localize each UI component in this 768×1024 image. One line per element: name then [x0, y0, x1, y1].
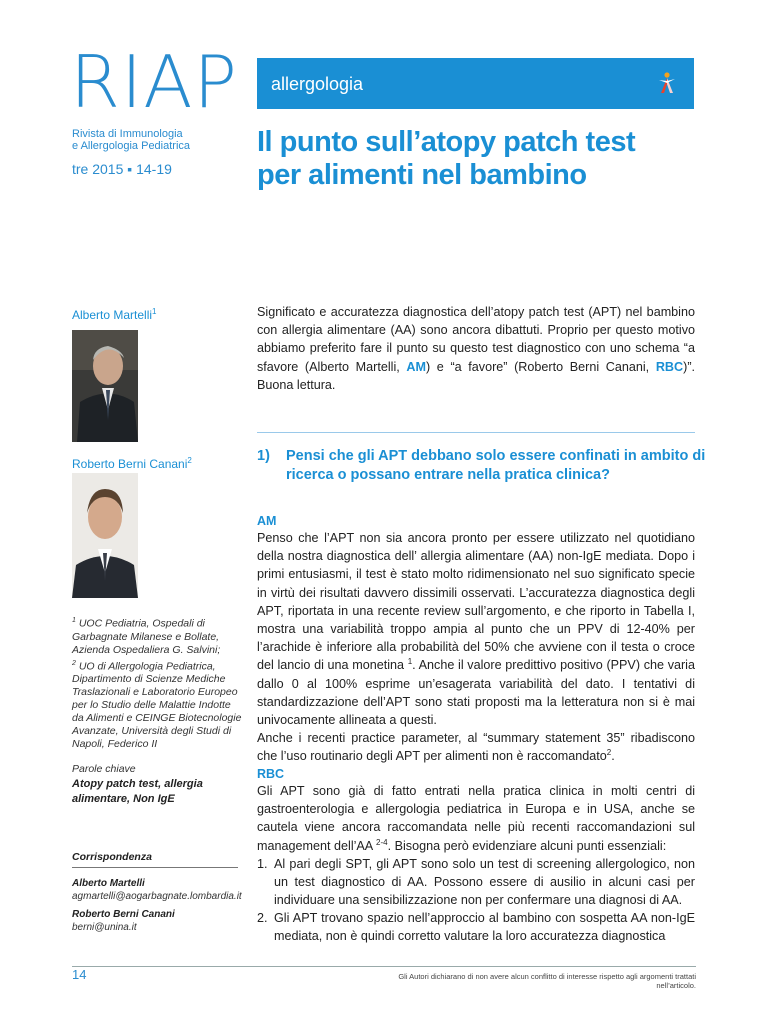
- author-photo: [72, 473, 138, 598]
- conflict-disclaimer: Gli Autori dichiarano di non avere alcun conflitto di interesse rispetto agli argomenti trattati nell’articolo.: [398, 972, 696, 990]
- section-label: allergologia: [271, 74, 364, 94]
- issue-info: tre 2015 ▪ 14-19: [72, 161, 172, 177]
- divider: [257, 432, 695, 433]
- section-banner: [257, 58, 694, 109]
- affiliations: $^1$ UOC Pediatria, Ospedali di Garbagnate Milanese e Bollate, Azienda Ospedaliera G. Salvini; $^2$ UO di Allergologia Pediatrica, Dipartimento di Scienze Mediche Traslazionali e Laboratorio Europeo per lo Studio delle Malattie Indotte da Alimenti e CEINGE Biotecnologie Avanzate, Università degli Studi di Napoli, Federico II: [72, 617, 242, 750]
- journal-logo: RIAP: [70, 40, 238, 124]
- page-number: 14: [72, 967, 87, 982]
- intro-paragraph: Significato e accuratezza diagnostica dell’atopy patch test (APT) nel bambino con allergia alimentare (AA) sono ancora dibattuti. Proprio per questo motivo abbiamo preferito fare il punto su questo test diagnostico con uno schema “a sfavore (Alberto Martelli, AM) e “a favore” (Roberto Berni Canani, RBC)”. Buona lettura.: [257, 305, 696, 392]
- keywords: Atopy patch test, allergia alimentare, Non IgE: [72, 778, 203, 805]
- article-title: Il punto sull’atopy patch test per alimenti nel bambino: [257, 126, 636, 191]
- correspondence-email[interactable]: berni@unina.it: [72, 922, 137, 933]
- correspondence-label: Corrispondenza: [72, 851, 152, 863]
- author-photo: [72, 330, 138, 442]
- correspondence-email[interactable]: agmartelli@aogarbagnate.lombardia.it: [72, 891, 242, 902]
- divider: [72, 867, 238, 868]
- divider: [72, 966, 696, 967]
- list-item: 2. Gli APT trovano spazio nell’approccio al bambino con sospetta AA non-IgE mediata, non è quindi corretto valutare la loro accuratezza diagnostica: [257, 911, 695, 944]
- journal-name: Rivista di Immunologia e Allergologia Pediatrica: [72, 128, 191, 152]
- list-item: 1. Al pari degli SPT, gli APT sono solo un test di screening allergologico, non un test diagnostico di AA. Possono essere di ausilio in alcuni casi per individuare una sensibilizzazione non per confermare una diagnosi di AA.: [257, 857, 695, 908]
- rbc-label: RBC: [257, 767, 285, 781]
- am-paragraph: Penso che l’APT non sia ancora pronto per essere utilizzato nel quotidiano della nostra diagnostica dell’ allergia alimentare (AA) non-IgE mediata. Dopo i primi entusiasmi, il test è stato molto ridimensionato nel suo significato specie in virtù dei risultati davvero dissimili osservati. L’accuratezza diagnostica degli APT, riportata in una recente review sull’argomento, e che riporto in Tabella I, mostra una variabilità troppo ampia al punto che un PPV di 12-40% per l’arachide è inferiore alla probabilità del 50% che avviene con il testa o croce del lancio di una monetina $^1$. Anche il valore predittivo positivo (PPV) che varia dallo 0 al 100% esprime un’esagerata variabilità del dato. I tentativi di standardizzazione dell’APT sono stati proposti ma la letteratura non si è mai univocamente allineata a questi. Anche i recenti practice parameter, al “summary statement 35” ribadiscono che l’uso routinario degli APT per alimenti non è raccomandato$^2$.: [257, 531, 695, 764]
- am-label: AM: [257, 514, 277, 528]
- section-logo-icon: [652, 68, 682, 98]
- keywords-label: Parole chiave: [72, 763, 136, 775]
- rbc-paragraph: Gli APT sono già di fatto entrati nella pratica clinica in molti centri di gastroenterologia e allergologia pediatrica in Europa e in USA, anche se cautela viene ancora raccomandata nelle più recenti raccomandazioni sul management dell’AA $^{2-4}$. Bisogna però evidenziare alcuni punti essenziali:: [257, 784, 695, 853]
- author-name: Alberto Martelli$^1$: [72, 307, 157, 322]
- author-name: Roberto Berni Canani$^2$: [72, 456, 192, 471]
- correspondence-name: Alberto Martelli: [72, 878, 145, 889]
- correspondence-name: Roberto Berni Canani: [72, 909, 175, 920]
